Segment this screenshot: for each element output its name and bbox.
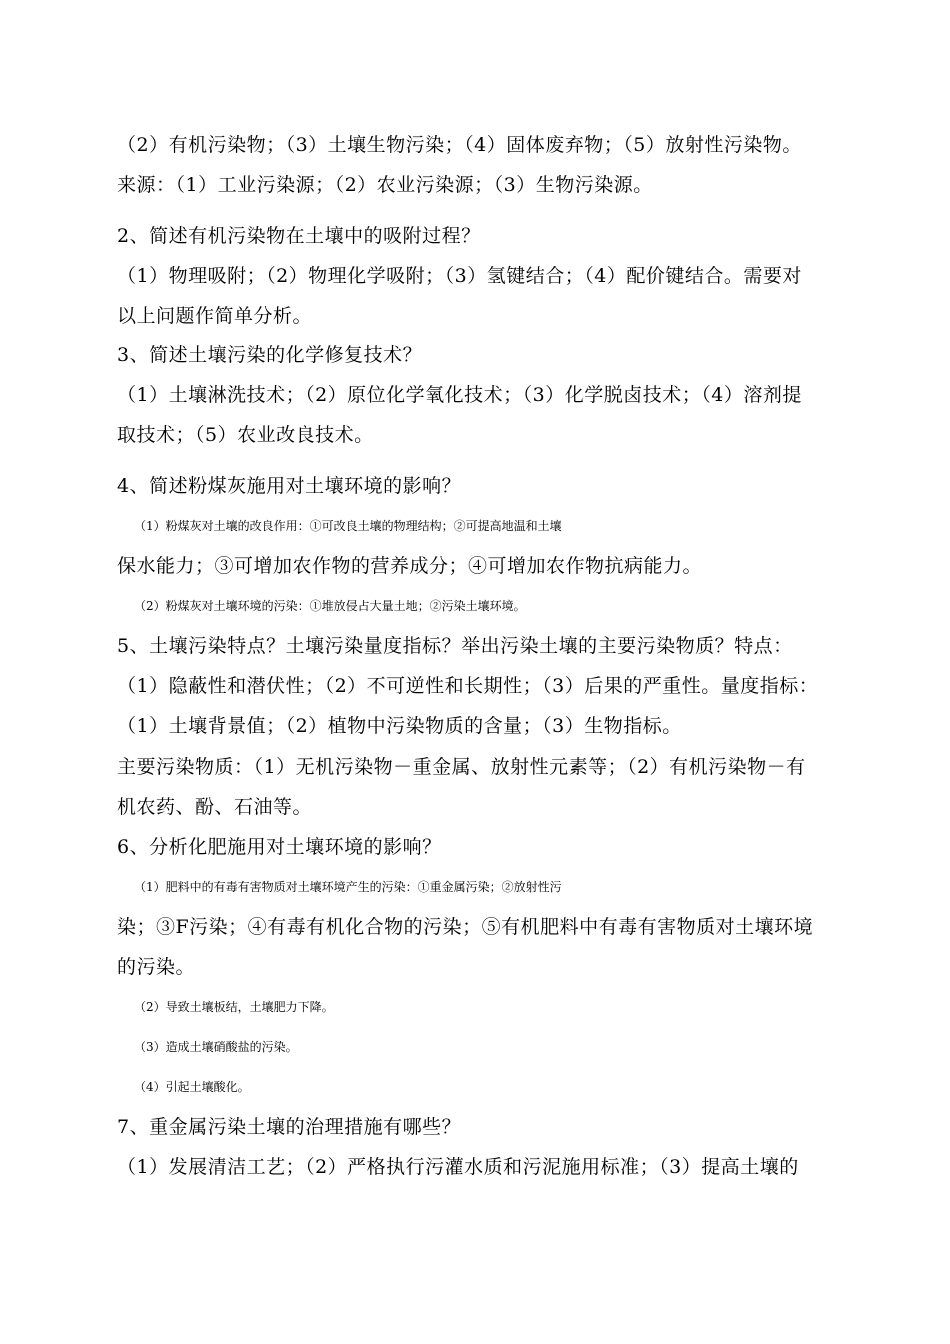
question-7-heading: 7、重金属污染土壤的治理措施有哪些？: [117, 1116, 462, 1138]
text-line-17: 机农药、酚、石油等。: [117, 796, 313, 818]
text-line-1: （2）有机污染物；（3）土壤生物污染；（4）固体废弃物；（5）放射性污染物。: [117, 134, 802, 156]
text-line-5: 以上问题作简单分析。: [117, 305, 313, 327]
question-3-heading: 3、简述土壤污染的化学修复技术？: [117, 344, 423, 366]
question-4-heading: 4、简述粉煤灰施用对土壤环境的影响？: [117, 475, 462, 497]
text-line-24: （4）引起土壤酸化。: [134, 1080, 250, 1094]
text-line-15: （1）土壤背景值；（2）植物中污染物质的含量；（3）生物指标。: [117, 715, 682, 737]
text-line-12: （2）粉煤灰对土壤环境的污染：①堆放侵占大量土地；②污染土壤环境。: [134, 599, 526, 613]
text-line-26: （1）发展清洁工艺；（2）严格执行污灌水质和污泥施用标准；（3）提高土壤的: [117, 1156, 799, 1178]
question-2-heading: 2、简述有机污染物在土壤中的吸附过程？: [117, 225, 481, 247]
question-5-heading: 5、土壤污染特点？土壤污染量度指标？举出污染土壤的主要污染物质？特点：: [117, 635, 793, 657]
text-line-8: 取技术；（5）农业改良技术。: [117, 424, 374, 446]
text-line-10: （1）粉煤灰对土壤的改良作用：①可改良土壤的物理结构；②可提高地温和土壤: [134, 519, 562, 533]
text-line-11: 保水能力；③可增加农作物的营养成分；④可增加农作物抗病能力。: [117, 555, 703, 577]
text-line-14: （1）隐蔽性和潜伏性；（2）不可逆性和长期性；（3）后果的严重性。量度指标：: [117, 675, 819, 697]
text-line-21: 的污染。: [117, 956, 196, 978]
text-line-7: （1）土壤淋洗技术；（2）原位化学氧化技术；（3）化学脱卤技术；（4）溶剂提: [117, 384, 802, 406]
text-line-19: （1）肥料中的有毒有害物质对土壤环境产生的污染：①重金属污染；②放射性污: [134, 880, 562, 894]
question-6-heading: 6、分析化肥施用对土壤环境的影响？: [117, 836, 442, 858]
text-line-23: （3）造成土壤硝酸盐的污染。: [134, 1040, 298, 1054]
text-line-20: 染；③F污染；④有毒有机化合物的污染；⑤有机肥料中有毒有害物质对土壤环境: [117, 916, 814, 938]
text-line-2: 来源：（1）工业污染源；（2）农业污染源；（3）生物污染源。: [117, 174, 653, 196]
text-line-4: （1）物理吸附；（2）物理化学吸附；（3）氢键结合；（4）配价键结合。需要对: [117, 265, 802, 287]
text-line-16: 主要污染物质：（1）无机污染物－重金属、放射性元素等；（2）有机污染物－有: [117, 756, 806, 778]
text-line-22: （2）导致土壤板结，土壤肥力下降。: [134, 1000, 334, 1014]
